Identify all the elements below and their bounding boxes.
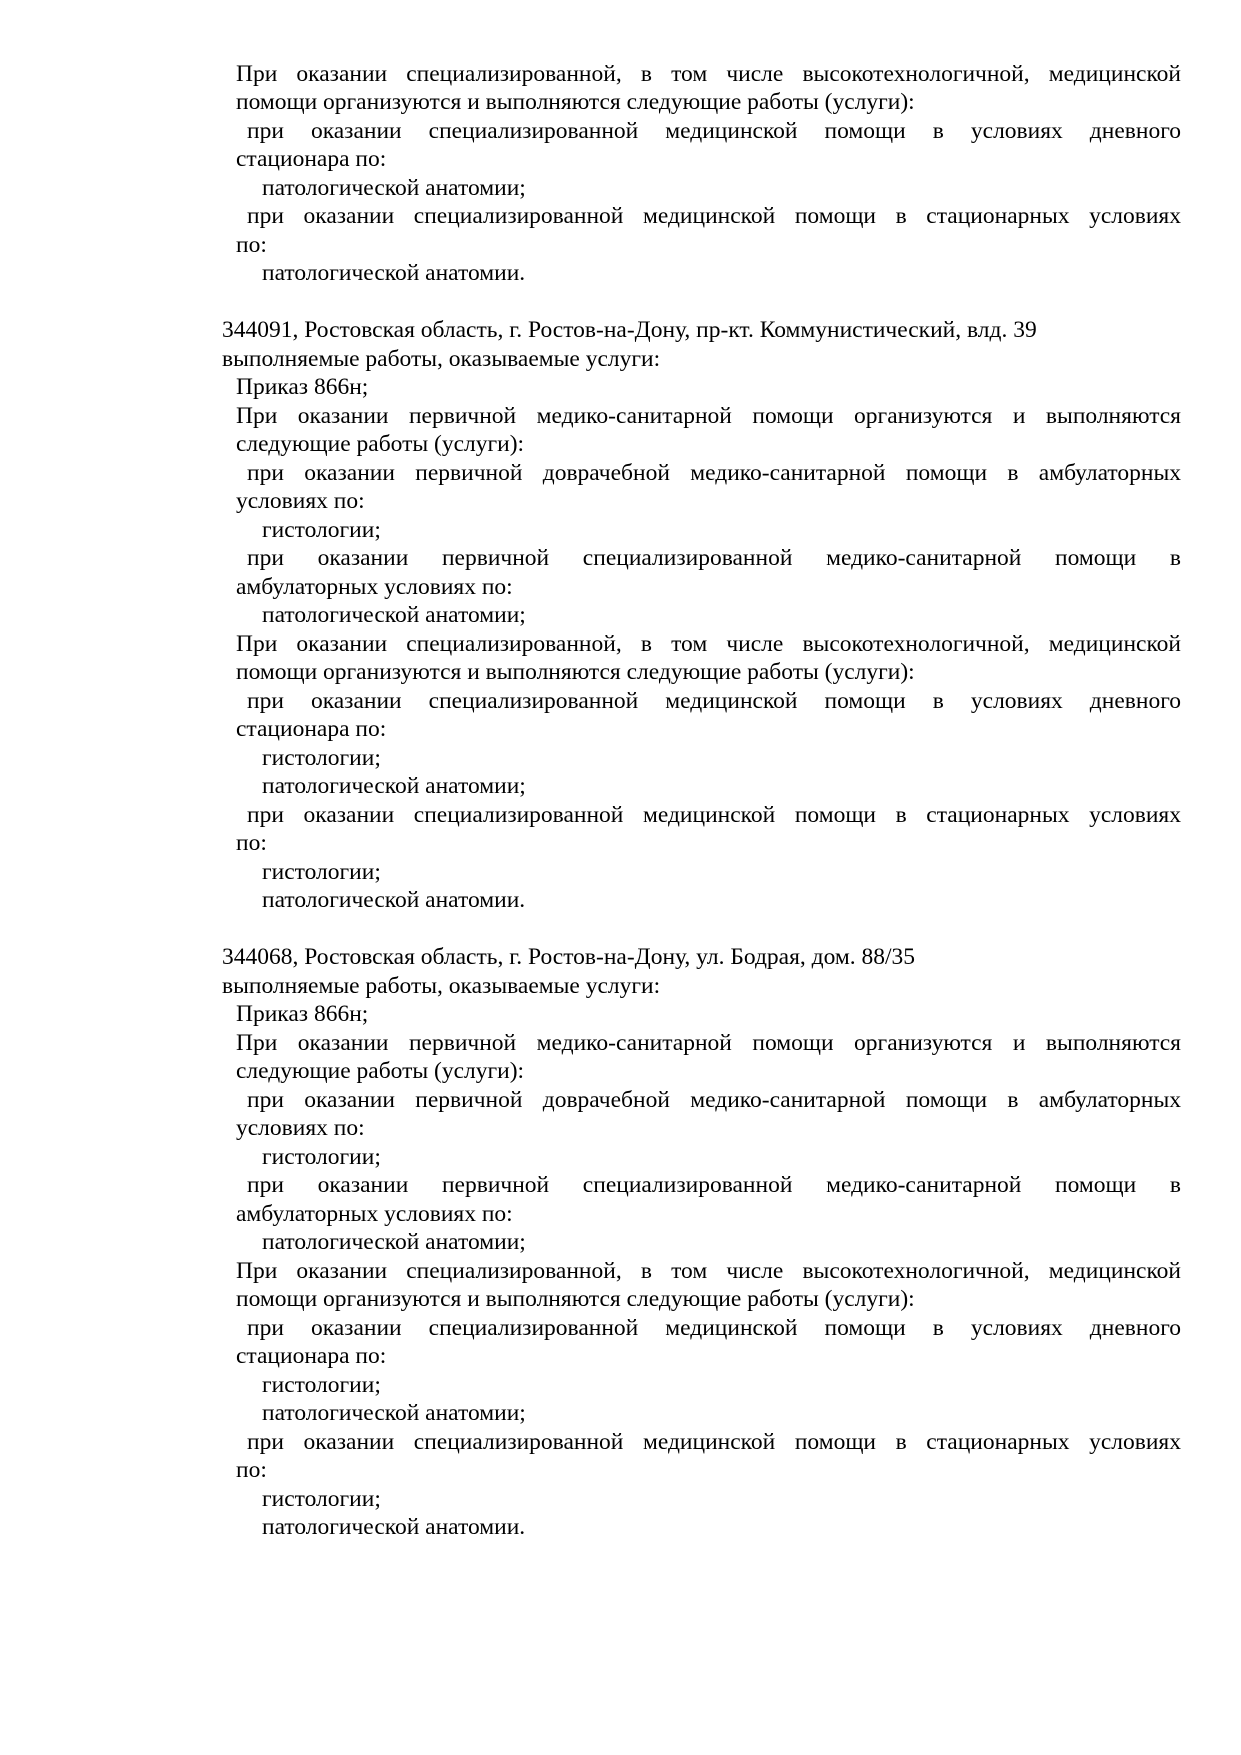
intro-spec-heading-line-1: При оказании специализированной, в том числе высокотехнологичной, медицинской	[236, 61, 1181, 87]
address-1-day-hospital-heading-line-2: стационара по:	[236, 716, 387, 742]
address-2: 344068, Ростовская область, г. Ростов-на-Дону, ул. Бодрая, дом. 88/35	[222, 944, 916, 970]
address-1-primary-heading-line-1: При оказании первичной медико-санитарной помощи организуются и выполняются	[236, 403, 1181, 429]
address-1-day-hospital-item: гистологии;	[262, 745, 381, 771]
intro-inpatient-item: патологической анатомии.	[262, 260, 526, 286]
address-2-inpatient-heading-line-2: по:	[236, 1457, 267, 1483]
address-2-order: Приказ 866н;	[236, 1001, 369, 1027]
address-1: 344091, Ростовская область, г. Ростов-на-Дону, пр-кт. Коммунистический, влд. 39	[222, 317, 1037, 343]
address-1-specialized-ambulatory-heading-line-1: при оказании первичной специализированной медико-санитарной помощи в	[247, 545, 1181, 571]
address-2-specialized-ambulatory-heading-line-1: при оказании первичной специализированной медико-санитарной помощи в	[247, 1172, 1181, 1198]
address-1-inpatient-heading-line-1: при оказании специализированной медицинской помощи в стационарных условиях	[247, 802, 1181, 828]
address-2-day-hospital-heading-line-1: при оказании специализированной медицинской помощи в условиях дневного	[247, 1315, 1181, 1341]
address-2-primary-heading-line-1: При оказании первичной медико-санитарной помощи организуются и выполняются	[236, 1030, 1181, 1056]
address-2-spec-heading-line-1: При оказании специализированной, в том числе высокотехнологичной, медицинской	[236, 1258, 1181, 1284]
address-1-primary-heading-line-2: следующие работы (услуги):	[236, 431, 525, 457]
address-1-pre-doctor-item: гистологии;	[262, 517, 381, 543]
address-2-day-hospital-heading-line-2: стационара по:	[236, 1343, 387, 1369]
address-1-pre-doctor-heading-line-1: при оказании первичной доврачебной медико-санитарной помощи в амбулаторных	[247, 460, 1181, 486]
address-2-primary-heading-line-2: следующие работы (услуги):	[236, 1058, 525, 1084]
address-2-inpatient-item: гистологии;	[262, 1486, 381, 1512]
address-2-inpatient-heading-line-1: при оказании специализированной медицинской помощи в стационарных условиях	[247, 1429, 1181, 1455]
address-2-pre-doctor-item: гистологии;	[262, 1144, 381, 1170]
address-2-specialized-ambulatory-item: патологической анатомии;	[262, 1229, 526, 1255]
address-2-day-hospital-item: патологической анатомии;	[262, 1400, 526, 1426]
address-2-inpatient-item: патологической анатомии.	[262, 1514, 526, 1540]
intro-day-hospital-heading-line-1: при оказании специализированной медицинской помощи в условиях дневного	[247, 118, 1181, 144]
address-2-day-hospital-item: гистологии;	[262, 1372, 381, 1398]
address-1-day-hospital-heading-line-1: при оказании специализированной медицинской помощи в условиях дневного	[247, 688, 1181, 714]
address-2-specialized-ambulatory-heading-line-2: амбулаторных условиях по:	[236, 1201, 513, 1227]
address-1-specialized-ambulatory-item: патологической анатомии;	[262, 602, 526, 628]
intro-inpatient-heading-line-2: по:	[236, 232, 267, 258]
intro-day-hospital-item: патологической анатомии;	[262, 175, 526, 201]
intro-day-hospital-heading-line-2: стационара по:	[236, 146, 387, 172]
address-1-works-label: выполняемые работы, оказываемые услуги:	[222, 346, 661, 372]
address-1-order: Приказ 866н;	[236, 374, 369, 400]
address-1-specialized-ambulatory-heading-line-2: амбулаторных условиях по:	[236, 574, 513, 600]
intro-inpatient-heading-line-1: при оказании специализированной медицинской помощи в стационарных условиях	[247, 203, 1181, 229]
address-1-day-hospital-item: патологической анатомии;	[262, 773, 526, 799]
address-1-spec-heading-line-1: При оказании специализированной, в том числе высокотехнологичной, медицинской	[236, 631, 1181, 657]
address-1-spec-heading-line-2: помощи организуются и выполняются следующие работы (услуги):	[236, 659, 915, 685]
address-1-inpatient-item: патологической анатомии.	[262, 887, 526, 913]
address-2-works-label: выполняемые работы, оказываемые услуги:	[222, 973, 661, 999]
address-2-pre-doctor-heading-line-1: при оказании первичной доврачебной медико-санитарной помощи в амбулаторных	[247, 1087, 1181, 1113]
address-1-pre-doctor-heading-line-2: условиях по:	[236, 488, 365, 514]
address-2-spec-heading-line-2: помощи организуются и выполняются следующие работы (услуги):	[236, 1286, 915, 1312]
address-2-pre-doctor-heading-line-2: условиях по:	[236, 1115, 365, 1141]
intro-spec-heading-line-2: помощи организуются и выполняются следующие работы (услуги):	[236, 89, 915, 115]
address-1-inpatient-heading-line-2: по:	[236, 830, 267, 856]
address-1-inpatient-item: гистологии;	[262, 859, 381, 885]
